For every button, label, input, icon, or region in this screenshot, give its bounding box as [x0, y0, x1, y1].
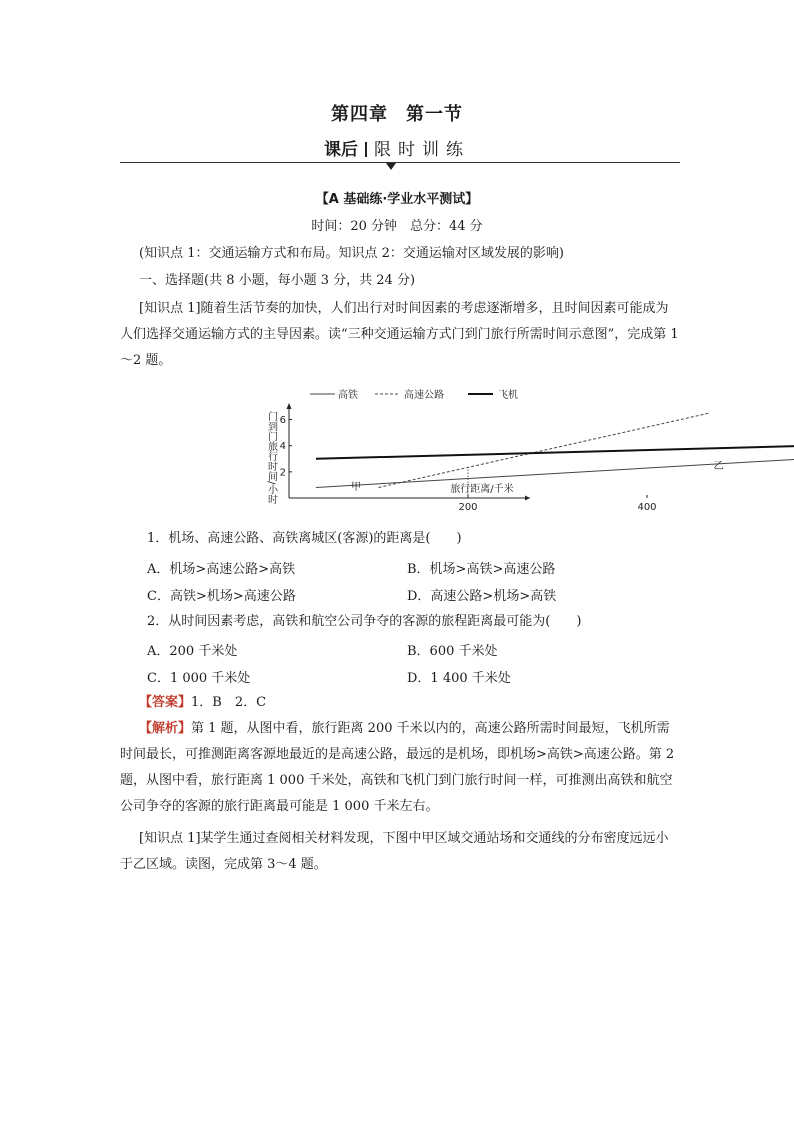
question-1-option-c: C．高铁>机场>高速公路 [147, 589, 296, 604]
subtitle [0, 135, 794, 160]
subtitle-bold: 课后 [324, 140, 358, 160]
section-label: 第一节 [406, 104, 463, 125]
y-tick-label: 2 [279, 467, 286, 479]
y-axis-label: 门到门旅行时间/小时 [265, 411, 277, 505]
question-intro-2: [知识点 1]某学生通过查阅相关材料发现，下图中甲区域交通站场和交通线的分布密度远远小于乙区域。读图，完成第 3～4 题。 [120, 831, 669, 872]
time-info: 时间：20 分钟 总分：44 分 [311, 219, 483, 234]
question-2-option-a: A．200 千米处 [147, 644, 238, 659]
answer-text: 1．B 2．C [191, 695, 267, 710]
question-1-option-a: A．机场>高速公路>高铁 [147, 562, 296, 577]
chapter-label: 第四章 [331, 104, 388, 125]
chapter-title [0, 100, 794, 126]
region-label: 甲 [351, 482, 362, 493]
series-line-hsr [316, 424, 794, 488]
x-axis-label: 旅行距离/千米 [450, 484, 514, 495]
question-2-stem: 2．从时间因素考虑，高铁和航空公司争夺的客源的旅程距离最可能为( ) [147, 614, 582, 629]
x-axis-arrow-icon [525, 496, 530, 501]
y-axis-arrow-icon [287, 403, 292, 409]
question-1-option-b: B．机场>高铁>高速公路 [407, 562, 556, 577]
x-tick-label: 400 [637, 502, 657, 513]
question-2-option-b: B．600 千米处 [407, 644, 498, 659]
answer-block [139, 694, 266, 712]
y-tick-label: 4 [279, 441, 286, 453]
header-rule [120, 162, 680, 163]
y-tick-label: 6 [279, 415, 286, 427]
analysis-block [120, 716, 680, 820]
legend-label-hsr: 高铁 [338, 390, 358, 401]
subtitle-divider [365, 142, 367, 157]
x-tick-label: 200 [458, 502, 478, 513]
travel-time-chart [265, 385, 724, 515]
region-label: 乙 [713, 461, 724, 473]
question-1-stem: 1．机场、高速公路、高铁离城区(客源)的距离是( ) [147, 531, 462, 546]
chart-legend [310, 388, 518, 401]
question-1-option-d: D．高速公路>机场>高铁 [407, 589, 557, 604]
analysis-label: 【解析】 [139, 721, 192, 736]
block-title: 【A 基础练·学业水平测试】 [315, 192, 479, 207]
triangle-marker-icon [386, 163, 396, 170]
legend-label-plane: 飞机 [498, 390, 518, 401]
subtitle-light: 限时训练 [374, 140, 470, 160]
question-2-option-d: D．1 400 千米处 [407, 671, 511, 686]
analysis-text: 第 1 题，从图中看，旅行距离 200 千米以内的，高速公路所需时间最短，飞机所需时间最长，可推测距离客源地最近的是高速公路，最远的是机场，即机场>高铁>高速公路。第 2 题，从图中看，旅行距离 1 000 千米处，高铁和飞机门到门旅行时间一样，可推测出高铁和航空公司争夺的客源的旅行距离最可能是 1 000 千米左右。 [120, 721, 675, 814]
section-heading: 一、选择题(共 8 小题，每小题 3 分，共 24 分) [139, 273, 416, 288]
legend-label-highway: 高速公路 [404, 390, 444, 401]
question-2-option-c: C．1 000 千米处 [147, 671, 251, 686]
series-line-plane [316, 430, 794, 459]
answer-label: 【答案】 [139, 695, 192, 710]
knowledge-note: (知识点 1：交通运输方式和布局。知识点 2：交通运输对区域发展的影响) [139, 246, 564, 261]
question-intro-1: [知识点 1]随着生活节奏的加快，人们出行对时间因素的考虑逐渐增多，且时间因素可能成为人们选择交通运输方式的主导因素。读“三种交通运输方式门到门旅行所需时间示意图”，完成第 1～2 题。 [120, 301, 679, 368]
